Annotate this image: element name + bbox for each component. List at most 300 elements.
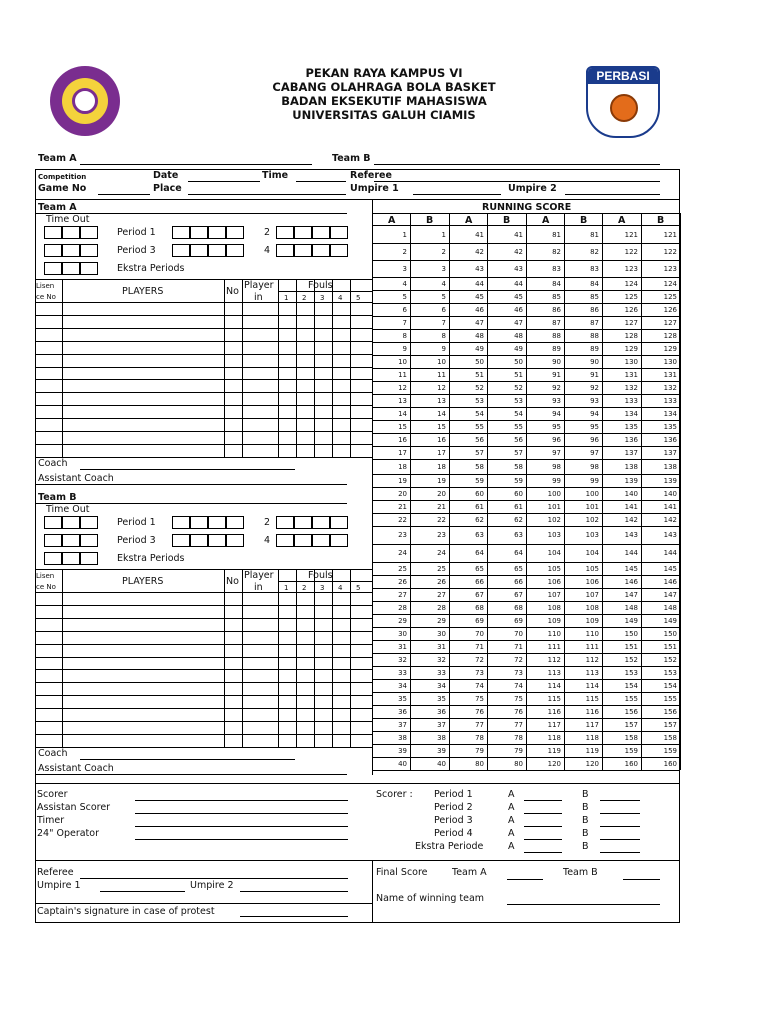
- score-a-8[interactable]: 8: [402, 331, 407, 340]
- score-b-152[interactable]: 152: [663, 655, 677, 664]
- score-b-101[interactable]: 101: [585, 502, 599, 511]
- score-a-14[interactable]: 14: [398, 409, 407, 418]
- timeout-box[interactable]: [208, 244, 226, 257]
- team-b-line[interactable]: [374, 164, 660, 165]
- score-a-50[interactable]: 50: [475, 357, 484, 366]
- score-b-102[interactable]: 102: [585, 515, 599, 524]
- score-a-74[interactable]: 74: [475, 681, 484, 690]
- score-a-154[interactable]: 154: [624, 681, 638, 690]
- score-b-144[interactable]: 144: [663, 549, 677, 557]
- score-a-149[interactable]: 149: [624, 616, 638, 625]
- score-a-138[interactable]: 138: [624, 462, 638, 471]
- score-b-134[interactable]: 134: [663, 409, 677, 418]
- score-b-142[interactable]: 142: [663, 515, 677, 524]
- score-a-143[interactable]: 143: [624, 531, 638, 539]
- score-b-143[interactable]: 143: [663, 531, 677, 539]
- score-b-120[interactable]: 120: [585, 759, 599, 768]
- score-a-93[interactable]: 93: [552, 396, 561, 405]
- score-b-14[interactable]: 14: [437, 409, 446, 418]
- timeout-box[interactable]: [330, 226, 348, 239]
- score-b-150[interactable]: 150: [663, 629, 677, 638]
- score-a-122[interactable]: 122: [624, 247, 638, 256]
- score-b-4[interactable]: 4: [441, 279, 446, 288]
- score-a-135[interactable]: 135: [624, 422, 638, 431]
- score-b-112[interactable]: 112: [585, 655, 599, 664]
- score-a-95[interactable]: 95: [552, 422, 561, 431]
- score-b-88[interactable]: 88: [590, 331, 599, 340]
- score-b-121[interactable]: 121: [663, 230, 677, 239]
- score-b-138[interactable]: 138: [663, 462, 677, 471]
- score-b-61[interactable]: 61: [514, 502, 523, 511]
- score-a-157[interactable]: 157: [624, 720, 638, 729]
- score-b-129[interactable]: 129: [663, 344, 677, 353]
- score-b-37[interactable]: 37: [437, 720, 446, 729]
- score-a-136[interactable]: 136: [624, 435, 638, 444]
- score-a-10[interactable]: 10: [398, 357, 407, 366]
- score-b-87[interactable]: 87: [590, 318, 599, 327]
- timeout-box[interactable]: [208, 516, 226, 529]
- score-b-47[interactable]: 47: [514, 318, 523, 327]
- score-b-25[interactable]: 25: [437, 564, 446, 573]
- score-a-86[interactable]: 86: [552, 305, 561, 314]
- score-b-18[interactable]: 18: [437, 462, 446, 471]
- score-a-73[interactable]: 73: [475, 668, 484, 677]
- score-a-87[interactable]: 87: [552, 318, 561, 327]
- score-a-42[interactable]: 42: [475, 247, 484, 256]
- score-b-111[interactable]: 111: [585, 642, 599, 651]
- score-b-48[interactable]: 48: [514, 331, 523, 340]
- timeout-box[interactable]: [276, 226, 294, 239]
- score-b-52[interactable]: 52: [514, 383, 523, 392]
- score-b-58[interactable]: 58: [514, 462, 523, 471]
- score-a-58[interactable]: 58: [475, 462, 484, 471]
- score-a-44[interactable]: 44: [475, 279, 484, 288]
- score-a-32[interactable]: 32: [398, 655, 407, 664]
- score-a-60[interactable]: 60: [475, 489, 484, 498]
- score-a-57[interactable]: 57: [475, 448, 484, 457]
- score-b-26[interactable]: 26: [437, 577, 446, 586]
- score-b-34[interactable]: 34: [437, 681, 446, 690]
- score-b-99[interactable]: 99: [590, 476, 599, 485]
- score-a-92[interactable]: 92: [552, 383, 561, 392]
- score-a-40[interactable]: 40: [398, 759, 407, 768]
- timeout-box[interactable]: [44, 262, 62, 275]
- score-b-83[interactable]: 83: [590, 264, 599, 273]
- score-a-147[interactable]: 147: [624, 590, 638, 599]
- score-b-139[interactable]: 139: [663, 476, 677, 485]
- score-b-6[interactable]: 6: [441, 305, 446, 314]
- score-b-57[interactable]: 57: [514, 448, 523, 457]
- score-b-60[interactable]: 60: [514, 489, 523, 498]
- score-a-36[interactable]: 36: [398, 707, 407, 716]
- score-a-43[interactable]: 43: [475, 264, 484, 273]
- score-b-55[interactable]: 55: [514, 422, 523, 431]
- score-a-144[interactable]: 144: [624, 549, 638, 557]
- score-a-98[interactable]: 98: [552, 462, 561, 471]
- score-b-92[interactable]: 92: [590, 383, 599, 392]
- score-a-54[interactable]: 54: [475, 409, 484, 418]
- score-b-97[interactable]: 97: [590, 448, 599, 457]
- timeout-box[interactable]: [226, 244, 244, 257]
- score-a-59[interactable]: 59: [475, 476, 484, 485]
- score-a-106[interactable]: 106: [547, 577, 561, 586]
- score-a-121[interactable]: 121: [624, 230, 638, 239]
- timeout-box[interactable]: [276, 534, 294, 547]
- score-b-153[interactable]: 153: [663, 668, 677, 677]
- timeout-box[interactable]: [330, 534, 348, 547]
- timeout-box[interactable]: [62, 516, 80, 529]
- score-b-146[interactable]: 146: [663, 577, 677, 586]
- score-b-77[interactable]: 77: [514, 720, 523, 729]
- score-b-106[interactable]: 106: [585, 577, 599, 586]
- score-b-24[interactable]: 24: [437, 549, 446, 557]
- timeout-box[interactable]: [312, 534, 330, 547]
- score-b-40[interactable]: 40: [437, 759, 446, 768]
- score-b-8[interactable]: 8: [441, 331, 446, 340]
- score-b-21[interactable]: 21: [437, 502, 446, 511]
- score-a-128[interactable]: 128: [624, 331, 638, 340]
- score-b-125[interactable]: 125: [663, 292, 677, 301]
- score-a-115[interactable]: 115: [547, 694, 561, 703]
- score-b-54[interactable]: 54: [514, 409, 523, 418]
- score-a-64[interactable]: 64: [475, 549, 484, 557]
- timeout-box[interactable]: [80, 534, 98, 547]
- score-b-85[interactable]: 85: [590, 292, 599, 301]
- score-b-100[interactable]: 100: [585, 489, 599, 498]
- timeout-box[interactable]: [80, 516, 98, 529]
- score-b-64[interactable]: 64: [514, 549, 523, 557]
- score-b-89[interactable]: 89: [590, 344, 599, 353]
- timeout-box[interactable]: [44, 244, 62, 257]
- score-a-62[interactable]: 62: [475, 515, 484, 524]
- score-b-13[interactable]: 13: [437, 396, 446, 405]
- score-a-160[interactable]: 160: [624, 759, 638, 768]
- score-a-15[interactable]: 15: [398, 422, 407, 431]
- timeout-box[interactable]: [208, 534, 226, 547]
- score-a-84[interactable]: 84: [552, 279, 561, 288]
- score-b-70[interactable]: 70: [514, 629, 523, 638]
- score-b-103[interactable]: 103: [585, 531, 599, 539]
- score-a-117[interactable]: 117: [547, 720, 561, 729]
- score-a-38[interactable]: 38: [398, 733, 407, 742]
- score-b-19[interactable]: 19: [437, 476, 446, 485]
- score-a-101[interactable]: 101: [547, 502, 561, 511]
- score-b-56[interactable]: 56: [514, 435, 523, 444]
- score-b-108[interactable]: 108: [585, 603, 599, 612]
- score-b-155[interactable]: 155: [663, 694, 677, 703]
- score-b-96[interactable]: 96: [590, 435, 599, 444]
- score-a-37[interactable]: 37: [398, 720, 407, 729]
- score-b-86[interactable]: 86: [590, 305, 599, 314]
- score-a-137[interactable]: 137: [624, 448, 638, 457]
- score-a-142[interactable]: 142: [624, 515, 638, 524]
- score-a-145[interactable]: 145: [624, 564, 638, 573]
- score-b-59[interactable]: 59: [514, 476, 523, 485]
- score-b-3[interactable]: 3: [441, 264, 446, 273]
- timeout-box[interactable]: [312, 244, 330, 257]
- score-a-152[interactable]: 152: [624, 655, 638, 664]
- timeout-box[interactable]: [172, 534, 190, 547]
- score-b-124[interactable]: 124: [663, 279, 677, 288]
- timeout-box[interactable]: [226, 534, 244, 547]
- score-b-110[interactable]: 110: [585, 629, 599, 638]
- timeout-box[interactable]: [44, 552, 62, 565]
- score-a-69[interactable]: 69: [475, 616, 484, 625]
- timeout-box[interactable]: [44, 534, 62, 547]
- score-b-148[interactable]: 148: [663, 603, 677, 612]
- score-b-41[interactable]: 41: [514, 230, 523, 239]
- score-a-107[interactable]: 107: [547, 590, 561, 599]
- score-a-114[interactable]: 114: [547, 681, 561, 690]
- score-a-68[interactable]: 68: [475, 603, 484, 612]
- score-b-82[interactable]: 82: [590, 247, 599, 256]
- score-a-139[interactable]: 139: [624, 476, 638, 485]
- score-b-90[interactable]: 90: [590, 357, 599, 366]
- score-b-93[interactable]: 93: [590, 396, 599, 405]
- score-a-81[interactable]: 81: [552, 230, 561, 239]
- score-b-27[interactable]: 27: [437, 590, 446, 599]
- score-b-45[interactable]: 45: [514, 292, 523, 301]
- timeout-box[interactable]: [44, 226, 62, 239]
- score-b-2[interactable]: 2: [441, 247, 446, 256]
- score-b-116[interactable]: 116: [585, 707, 599, 716]
- score-b-159[interactable]: 159: [663, 746, 677, 755]
- score-b-156[interactable]: 156: [663, 707, 677, 716]
- score-b-65[interactable]: 65: [514, 564, 523, 573]
- score-a-53[interactable]: 53: [475, 396, 484, 405]
- score-a-66[interactable]: 66: [475, 577, 484, 586]
- score-b-107[interactable]: 107: [585, 590, 599, 599]
- score-a-155[interactable]: 155: [624, 694, 638, 703]
- score-a-16[interactable]: 16: [398, 435, 407, 444]
- score-a-61[interactable]: 61: [475, 502, 484, 511]
- score-a-2[interactable]: 2: [402, 247, 407, 256]
- score-a-82[interactable]: 82: [552, 247, 561, 256]
- score-a-65[interactable]: 65: [475, 564, 484, 573]
- score-b-147[interactable]: 147: [663, 590, 677, 599]
- score-a-3[interactable]: 3: [402, 264, 407, 273]
- score-a-97[interactable]: 97: [552, 448, 561, 457]
- score-a-1[interactable]: 1: [402, 230, 407, 239]
- score-b-69[interactable]: 69: [514, 616, 523, 625]
- score-b-49[interactable]: 49: [514, 344, 523, 353]
- score-b-136[interactable]: 136: [663, 435, 677, 444]
- score-a-110[interactable]: 110: [547, 629, 561, 638]
- score-a-49[interactable]: 49: [475, 344, 484, 353]
- score-a-30[interactable]: 30: [398, 629, 407, 638]
- score-a-4[interactable]: 4: [402, 279, 407, 288]
- score-b-15[interactable]: 15: [437, 422, 446, 431]
- timeout-box[interactable]: [190, 244, 208, 257]
- score-b-135[interactable]: 135: [663, 422, 677, 431]
- score-b-22[interactable]: 22: [437, 515, 446, 524]
- score-a-85[interactable]: 85: [552, 292, 561, 301]
- timeout-box[interactable]: [62, 262, 80, 275]
- timeout-box[interactable]: [62, 552, 80, 565]
- score-b-109[interactable]: 109: [585, 616, 599, 625]
- timeout-box[interactable]: [330, 244, 348, 257]
- score-a-31[interactable]: 31: [398, 642, 407, 651]
- score-b-46[interactable]: 46: [514, 305, 523, 314]
- score-b-130[interactable]: 130: [663, 357, 677, 366]
- score-a-89[interactable]: 89: [552, 344, 561, 353]
- score-b-127[interactable]: 127: [663, 318, 677, 327]
- score-a-20[interactable]: 20: [398, 489, 407, 498]
- timeout-box[interactable]: [172, 226, 190, 239]
- score-b-122[interactable]: 122: [663, 247, 677, 256]
- score-a-146[interactable]: 146: [624, 577, 638, 586]
- score-b-119[interactable]: 119: [585, 746, 599, 755]
- score-b-137[interactable]: 137: [663, 448, 677, 457]
- score-b-17[interactable]: 17: [437, 448, 446, 457]
- score-a-100[interactable]: 100: [547, 489, 561, 498]
- timeout-box[interactable]: [312, 226, 330, 239]
- score-b-132[interactable]: 132: [663, 383, 677, 392]
- score-a-127[interactable]: 127: [624, 318, 638, 327]
- score-b-98[interactable]: 98: [590, 462, 599, 471]
- timeout-box[interactable]: [208, 226, 226, 239]
- score-a-45[interactable]: 45: [475, 292, 484, 301]
- score-b-133[interactable]: 133: [663, 396, 677, 405]
- score-b-38[interactable]: 38: [437, 733, 446, 742]
- score-b-79[interactable]: 79: [514, 746, 523, 755]
- timeout-box[interactable]: [80, 244, 98, 257]
- score-b-117[interactable]: 117: [585, 720, 599, 729]
- score-a-112[interactable]: 112: [547, 655, 561, 664]
- score-b-66[interactable]: 66: [514, 577, 523, 586]
- score-a-103[interactable]: 103: [547, 531, 561, 539]
- timeout-box[interactable]: [330, 516, 348, 529]
- score-b-158[interactable]: 158: [663, 733, 677, 742]
- timeout-box[interactable]: [226, 516, 244, 529]
- score-a-9[interactable]: 9: [402, 344, 407, 353]
- score-a-104[interactable]: 104: [547, 549, 561, 557]
- score-a-123[interactable]: 123: [624, 264, 638, 273]
- score-b-94[interactable]: 94: [590, 409, 599, 418]
- score-a-70[interactable]: 70: [475, 629, 484, 638]
- score-b-123[interactable]: 123: [663, 264, 677, 273]
- score-b-16[interactable]: 16: [437, 435, 446, 444]
- score-b-154[interactable]: 154: [663, 681, 677, 690]
- score-b-31[interactable]: 31: [437, 642, 446, 651]
- timeout-box[interactable]: [80, 262, 98, 275]
- score-a-94[interactable]: 94: [552, 409, 561, 418]
- score-a-39[interactable]: 39: [398, 746, 407, 755]
- timeout-box[interactable]: [190, 226, 208, 239]
- timeout-box[interactable]: [294, 534, 312, 547]
- score-a-55[interactable]: 55: [475, 422, 484, 431]
- score-a-19[interactable]: 19: [398, 476, 407, 485]
- timeout-box[interactable]: [312, 516, 330, 529]
- score-b-53[interactable]: 53: [514, 396, 523, 405]
- score-a-131[interactable]: 131: [624, 370, 638, 379]
- score-b-115[interactable]: 115: [585, 694, 599, 703]
- score-a-76[interactable]: 76: [475, 707, 484, 716]
- timeout-box[interactable]: [276, 244, 294, 257]
- score-b-28[interactable]: 28: [437, 603, 446, 612]
- timeout-box[interactable]: [172, 244, 190, 257]
- score-b-62[interactable]: 62: [514, 515, 523, 524]
- score-b-73[interactable]: 73: [514, 668, 523, 677]
- score-b-91[interactable]: 91: [590, 370, 599, 379]
- score-b-71[interactable]: 71: [514, 642, 523, 651]
- score-a-134[interactable]: 134: [624, 409, 638, 418]
- score-b-51[interactable]: 51: [514, 370, 523, 379]
- score-b-95[interactable]: 95: [590, 422, 599, 431]
- score-a-150[interactable]: 150: [624, 629, 638, 638]
- score-b-74[interactable]: 74: [514, 681, 523, 690]
- score-a-140[interactable]: 140: [624, 489, 638, 498]
- score-b-23[interactable]: 23: [437, 531, 446, 539]
- score-b-113[interactable]: 113: [585, 668, 599, 677]
- score-b-63[interactable]: 63: [514, 531, 523, 539]
- score-a-80[interactable]: 80: [475, 759, 484, 768]
- score-b-5[interactable]: 5: [441, 292, 446, 301]
- score-b-42[interactable]: 42: [514, 247, 523, 256]
- score-b-81[interactable]: 81: [590, 230, 599, 239]
- score-b-36[interactable]: 36: [437, 707, 446, 716]
- score-a-119[interactable]: 119: [547, 746, 561, 755]
- score-b-68[interactable]: 68: [514, 603, 523, 612]
- timeout-box[interactable]: [276, 516, 294, 529]
- score-a-113[interactable]: 113: [547, 668, 561, 677]
- score-a-133[interactable]: 133: [624, 396, 638, 405]
- score-a-96[interactable]: 96: [552, 435, 561, 444]
- score-b-11[interactable]: 11: [437, 370, 446, 379]
- score-b-39[interactable]: 39: [437, 746, 446, 755]
- score-a-33[interactable]: 33: [398, 668, 407, 677]
- score-b-128[interactable]: 128: [663, 331, 677, 340]
- score-a-105[interactable]: 105: [547, 564, 561, 573]
- score-a-5[interactable]: 5: [402, 292, 407, 301]
- score-a-78[interactable]: 78: [475, 733, 484, 742]
- score-a-13[interactable]: 13: [398, 396, 407, 405]
- score-a-52[interactable]: 52: [475, 383, 484, 392]
- score-a-51[interactable]: 51: [475, 370, 484, 379]
- score-a-35[interactable]: 35: [398, 694, 407, 703]
- score-b-145[interactable]: 145: [663, 564, 677, 573]
- score-a-18[interactable]: 18: [398, 462, 407, 471]
- score-a-17[interactable]: 17: [398, 448, 407, 457]
- score-a-108[interactable]: 108: [547, 603, 561, 612]
- score-a-6[interactable]: 6: [402, 305, 407, 314]
- timeout-box[interactable]: [190, 534, 208, 547]
- timeout-box[interactable]: [172, 516, 190, 529]
- score-a-11[interactable]: 11: [398, 370, 407, 379]
- score-b-131[interactable]: 131: [663, 370, 677, 379]
- score-b-149[interactable]: 149: [663, 616, 677, 625]
- score-a-72[interactable]: 72: [475, 655, 484, 664]
- timeout-box[interactable]: [226, 226, 244, 239]
- score-b-29[interactable]: 29: [437, 616, 446, 625]
- score-b-10[interactable]: 10: [437, 357, 446, 366]
- score-b-43[interactable]: 43: [514, 264, 523, 273]
- score-b-32[interactable]: 32: [437, 655, 446, 664]
- score-b-105[interactable]: 105: [585, 564, 599, 573]
- score-a-90[interactable]: 90: [552, 357, 561, 366]
- score-b-118[interactable]: 118: [585, 733, 599, 742]
- score-b-9[interactable]: 9: [441, 344, 446, 353]
- score-a-77[interactable]: 77: [475, 720, 484, 729]
- timeout-box[interactable]: [62, 226, 80, 239]
- score-a-79[interactable]: 79: [475, 746, 484, 755]
- score-a-46[interactable]: 46: [475, 305, 484, 314]
- score-a-109[interactable]: 109: [547, 616, 561, 625]
- score-a-158[interactable]: 158: [624, 733, 638, 742]
- timeout-box[interactable]: [294, 516, 312, 529]
- score-b-1[interactable]: 1: [441, 230, 446, 239]
- score-a-56[interactable]: 56: [475, 435, 484, 444]
